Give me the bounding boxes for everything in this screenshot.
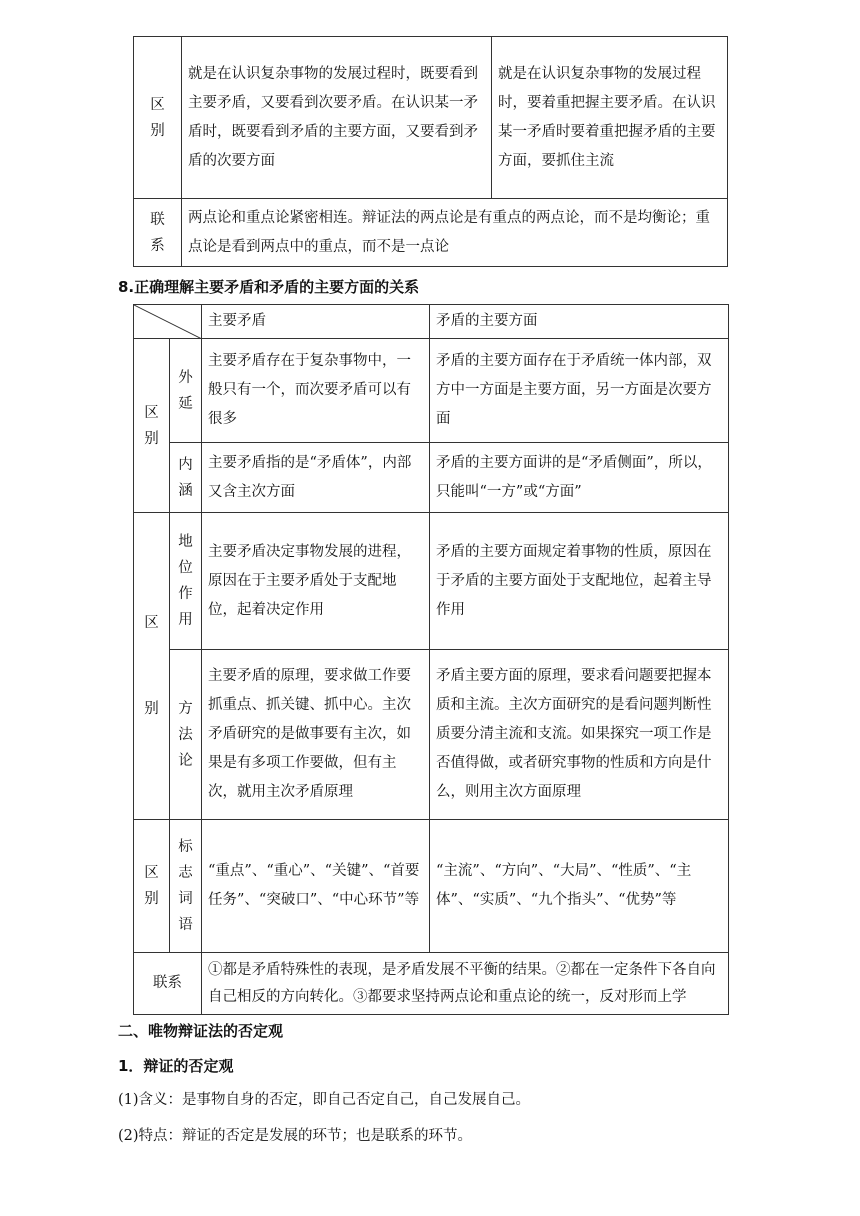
row-label-connotation — [170, 443, 202, 513]
label-char: 内 — [178, 456, 193, 473]
cell-connotation-b: 矛盾的主要方面讲的是“矛盾侧面”，所以，只能叫“一方”或“方面” — [430, 443, 729, 513]
header-principal-aspect: 矛盾的主要方面 — [430, 305, 729, 339]
label-char: 外 — [178, 369, 193, 386]
group-label-difference-1 — [134, 339, 170, 513]
label-char: 区 — [144, 615, 159, 631]
cell-two-point-theory: 就是在认识复杂事物的发展过程时，既要看到主要矛盾，又要看到次要矛盾。在认识某一矛盾时，既要看到矛盾的主要方面，又要看到矛盾的次要方面 — [182, 37, 492, 199]
paragraph-definition: (1)含义：是事物自身的否定，即自己否定自己，自己发展自己。 — [118, 1092, 531, 1108]
label-char: 法 — [178, 726, 193, 743]
cell-key-point-theory: 就是在认识复杂事物的发展过程时，要着重把握主要矛盾。在认识某一矛盾时要着重把握矛盾的主要方面，要抓住主流 — [492, 37, 728, 199]
row-label-status-role — [170, 513, 202, 650]
label-char: 区 — [150, 96, 165, 113]
label-char: 方 — [178, 700, 193, 717]
cell-methodology-b: 矛盾主要方面的原理，要求看问题要把握本质和主流。主次方面研究的是看问题判断性质要分清主流和支流。如果探究一项工作是否值得做，或者研究事物的性质和方向是什么，则用主次方面原理 — [430, 650, 729, 820]
label-char: 延 — [178, 395, 193, 412]
label-char: 别 — [144, 701, 159, 717]
row-label-difference — [134, 37, 182, 199]
section-8-title: 8.正确理解主要矛盾和矛盾的主要方面的关系 — [118, 278, 420, 296]
label-char: 别 — [144, 891, 159, 907]
row-label-methodology — [170, 650, 202, 820]
label-char: 联 — [150, 211, 165, 228]
row-label-connection — [134, 199, 182, 267]
label-char: 区 — [144, 865, 159, 881]
label-char: 作 — [178, 586, 193, 602]
label-char: 系 — [150, 237, 165, 254]
paragraph-features: (2)特点：辩证的否定是发展的环节；也是联系的环节。 — [118, 1128, 473, 1144]
diagonal-header-cell — [134, 305, 202, 339]
label-char: 区 — [144, 404, 159, 421]
label-char: 位 — [178, 560, 193, 576]
label-char: 论 — [178, 752, 193, 769]
section-2-title: 二、唯物辩证法的否定观 — [118, 1022, 284, 1040]
label-char: 标 — [178, 839, 193, 855]
label-char: 语 — [178, 917, 193, 933]
row-label-connection-2: 联系 — [134, 953, 202, 1015]
row-label-extension — [170, 339, 202, 443]
label-char: 别 — [150, 122, 165, 139]
diagonal-line — [134, 305, 202, 339]
comparison-table-two-point-theory — [133, 36, 728, 267]
cell-connection-2: ①都是矛盾特殊性的表现，是矛盾发展不平衡的结果。②都在一定条件下各自向自己相反的方向转化。③都要求坚持两点论和重点论的统一，反对形而上学 — [202, 953, 729, 1015]
cell-connotation-a: 主要矛盾指的是“矛盾体”，内部又含主次方面 — [202, 443, 430, 513]
cell-extension-a: 主要矛盾存在于复杂事物中，一般只有一个，而次要矛盾可以有很多 — [202, 339, 430, 443]
label-char: 词 — [178, 891, 193, 907]
label-char: 志 — [178, 865, 193, 881]
cell-marker-words-a: “重点”、“重心”、“关键”、“首要任务”、“突破口”、“中心环节”等 — [202, 820, 430, 953]
label-char: 用 — [178, 612, 193, 628]
label-char: 别 — [144, 430, 159, 447]
label-char: 地 — [178, 534, 193, 550]
cell-marker-words-b: “主流”、“方向”、“大局”、“性质”、“主体”、“实质”、“九个指头”、“优势”等 — [430, 820, 729, 953]
header-principal-contradiction: 主要矛盾 — [202, 305, 430, 339]
group-label-difference-2 — [134, 513, 170, 820]
row-label-marker-words — [170, 820, 202, 953]
subsection-1-title: 1．辩证的否定观 — [118, 1057, 234, 1075]
cell-status-role-b: 矛盾的主要方面规定着事物的性质，原因在于矛盾的主要方面处于支配地位，起着主导作用 — [430, 513, 729, 650]
label-char: 涵 — [178, 482, 193, 499]
cell-extension-b: 矛盾的主要方面存在于矛盾统一体内部，双方中一方面是主要方面，另一方面是次要方面 — [430, 339, 729, 443]
comparison-table-principal-contradiction — [133, 304, 729, 1015]
cell-status-role-a: 主要矛盾决定事物发展的进程，原因在于主要矛盾处于支配地位，起着决定作用 — [202, 513, 430, 650]
cell-methodology-a: 主要矛盾的原理，要求做工作要抓重点、抓关键、抓中心。主次矛盾研究的是做事要有主次，如果是有多项工作要做，但有主次，就用主次矛盾原理 — [202, 650, 430, 820]
group-label-difference-3 — [134, 820, 170, 953]
cell-connection-text: 两点论和重点论紧密相连。辩证法的两点论是有重点的两点论，而不是均衡论；重点论是看到两点中的重点，而不是一点论 — [182, 199, 728, 267]
